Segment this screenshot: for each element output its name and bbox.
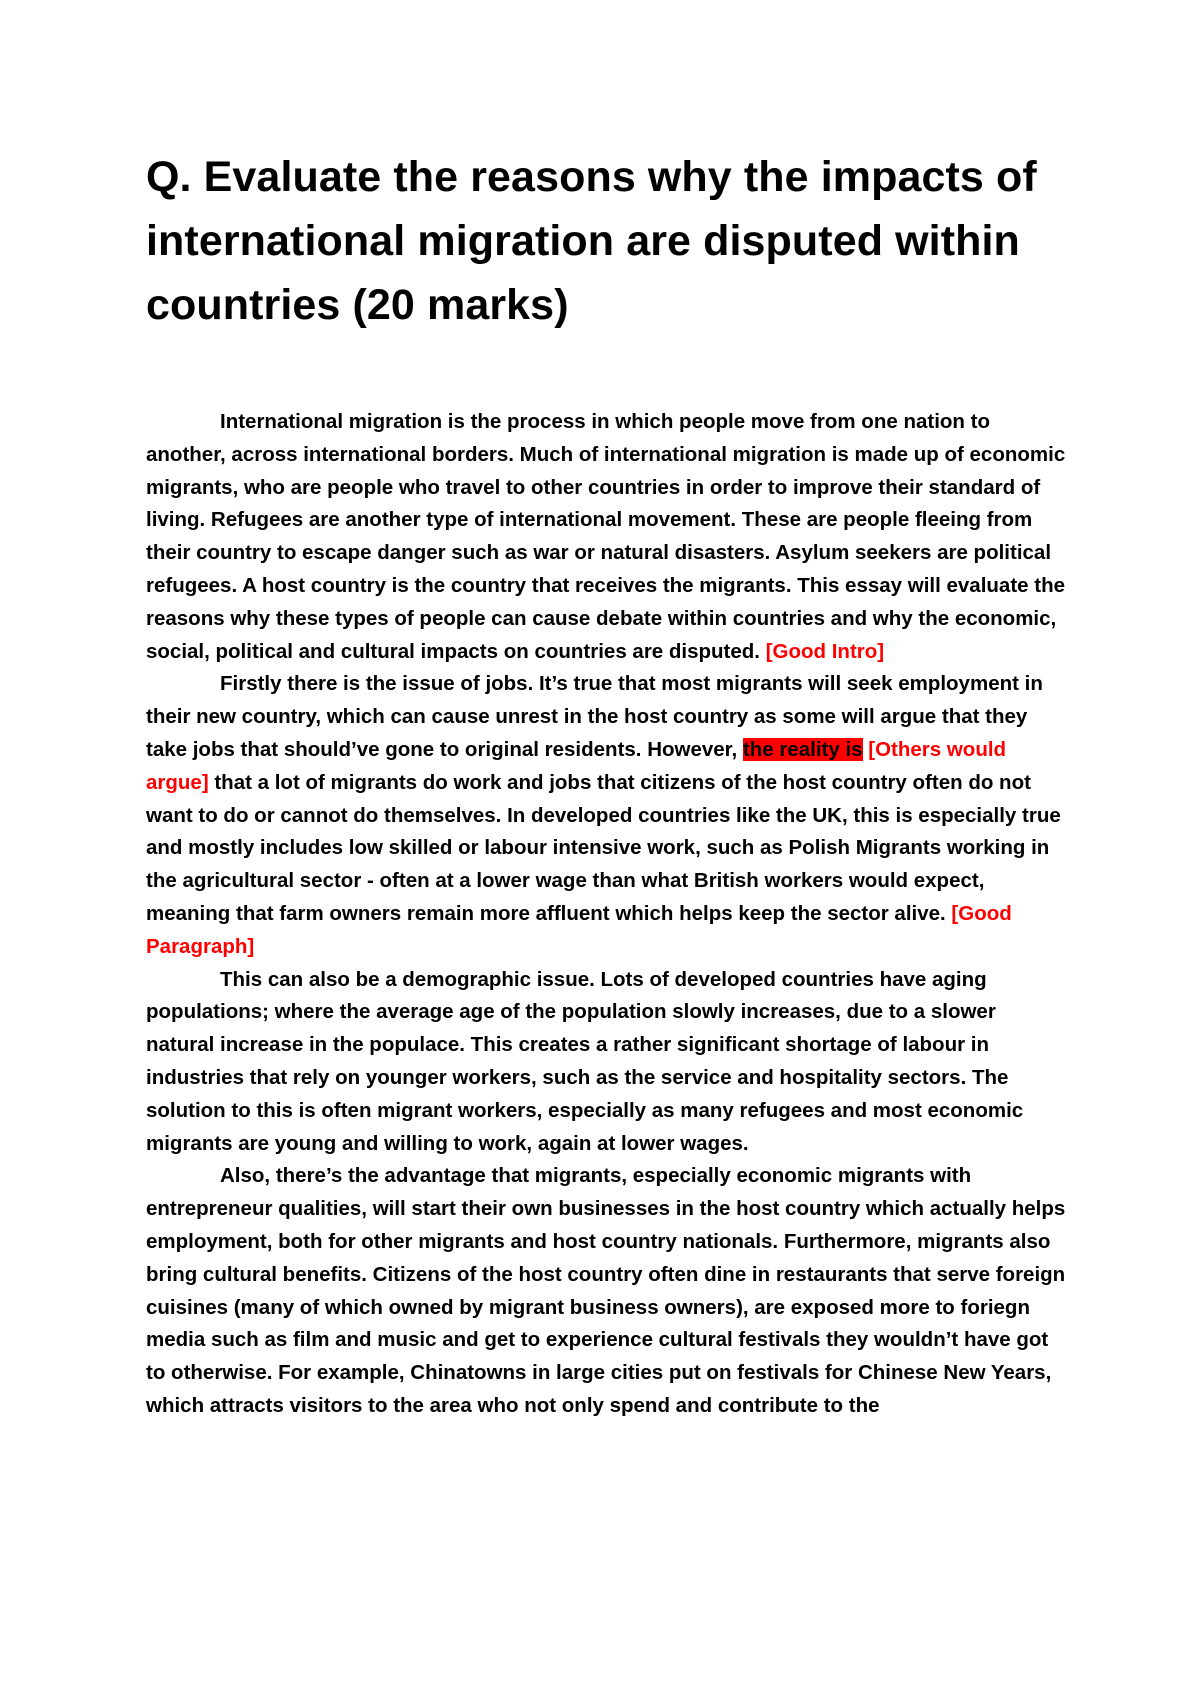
- paragraph-jobs-text-after: that a lot of migrants do work and jobs that citizens of the host country often do not want to do or cannot do themselves. In developed countries like the UK, this is especially true and mostly includes low skilled or labour intensive work, such as Polish Migrants working in the agricultural sector - often at a lower wage than what British workers would expect, meaning that farm owners remain more affluent which helps keep the sector alive.: [146, 770, 1061, 925]
- paragraph-entrepreneur: Also, there’s the advantage that migrants, especially economic migrants with entrepreneur qualities, will start their own businesses in the host country which actually helps employment, both for other migrants and host country nationals. Furthermore, migrants also bring cultural benefits. Citizens of the host country often dine in restaurants that serve foreign cuisines (many of which owned by migrant business owners), are exposed more to foriegn media such as film and music and get to experience cultural festivals they wouldn’t have got to otherwise. For example, Chinatowns in large cities put on festivals for Chinese New Years, which attracts visitors to the area who not only spend and contribute to the: [146, 1164, 1066, 1417]
- comment-good-intro: [Good Intro]: [765, 639, 885, 663]
- paragraph-jobs-text-before: Firstly there is the issue of jobs. It’s true that most migrants will seek employment in their new country, which can cause unrest in the host country as some will argue that they take jobs that should’ve gone to original residents. However,: [146, 672, 1043, 761]
- highlighted-phrase: the reality is: [742, 737, 863, 761]
- comment-others-would-argue: [Others would argue]: [146, 737, 1007, 794]
- paragraph-jobs: [146, 668, 1066, 963]
- paragraph-demographic: This can also be a demographic issue. Lots of developed countries have aging populations; where the average age of the population slowly increases, due to a slower natural increase in the populace. This creates a rather significant shortage of labour in industries that rely on younger workers, such as the service and hospitality sectors. The solution to this is often migrant workers, especially as many refugees and most economic migrants are young and willing to work, again at lower wages.: [146, 967, 1024, 1155]
- paragraph-intro: [146, 406, 1066, 668]
- paragraph-intro-text: International migration is the process in which people move from one nation to another, across international borders. Much of international migration is made up of economic migrants, who are people who travel to other countries in order to improve their standard of living. Refugees are another type of international movement. These are people fleeing from their country to escape danger such as war or natural disasters. Asylum seekers are political refugees. A host country is the country that receives the migrants. This essay will evaluate the reasons why these types of people can cause debate within countries and why the economic, social, political and cultural impacts on countries are disputed.: [146, 410, 1066, 663]
- question-title: Q. Evaluate the reasons why the impacts of international migration are disputed within countries (20 marks): [146, 153, 1037, 329]
- comment-good-paragraph: [Good Paragraph]: [146, 901, 1012, 958]
- essay-body: [146, 406, 1066, 1423]
